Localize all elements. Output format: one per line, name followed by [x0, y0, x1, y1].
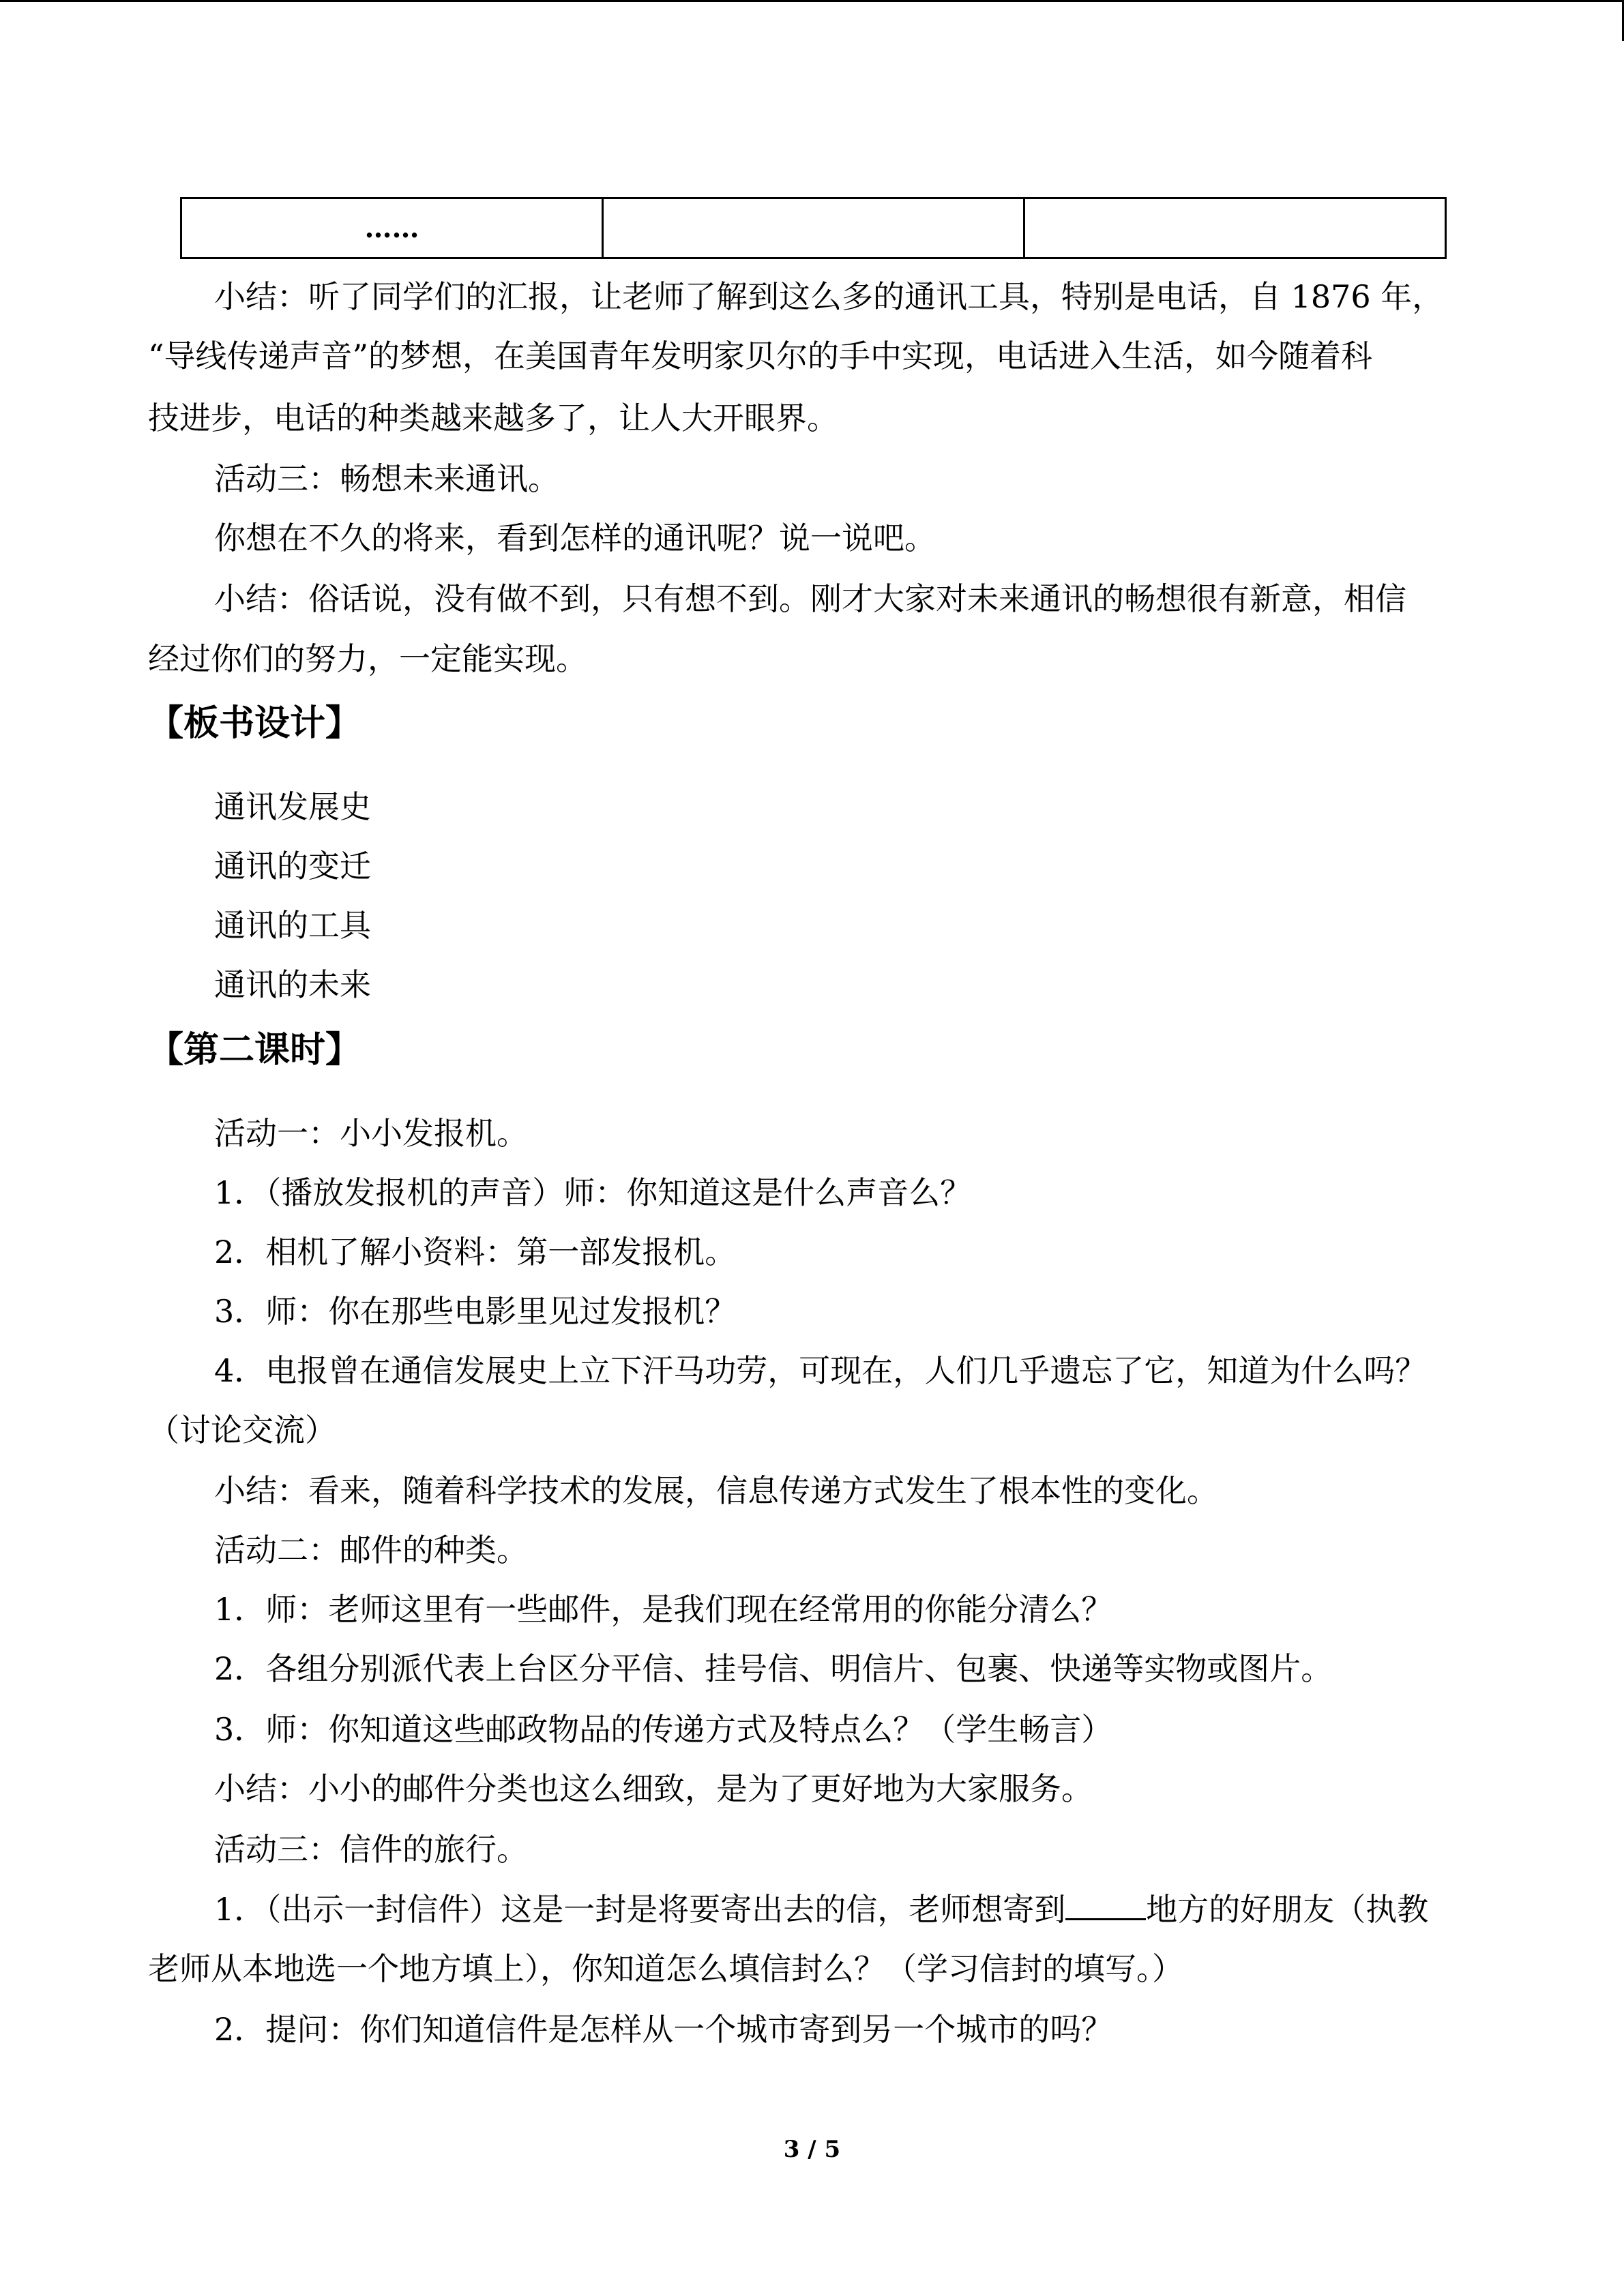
- table-cell-empty: [1024, 198, 1446, 258]
- activity1-title: 活动一：小小发报机。: [214, 1115, 528, 1152]
- activity1-item: 1．（播放发报机的声音）师：你知道这是什么声音么？: [214, 1174, 972, 1211]
- summary1-line1: 小结：听了同学们的汇报，让老师了解到这么多的通讯工具，特别是电话，自 1876 年，: [214, 278, 1444, 315]
- summary1-line3: 技进步，电话的种类越来越多了，让人大开眼界。: [148, 400, 838, 436]
- board-item: 通讯的工具: [214, 907, 371, 944]
- activity3b-item-part1: 1．（出示一封信件）这是一封是将要寄出去的信，老师想寄到: [214, 1891, 1066, 1928]
- board-item: 通讯的变迁: [214, 848, 371, 884]
- continuation-table: [180, 197, 1447, 259]
- activity3b-item-part2: 地方的好朋友（执教: [1146, 1891, 1429, 1928]
- fill-in-blank: [1065, 1891, 1146, 1920]
- activity1-item: 3．师：你在那些电影里见过发报机？: [214, 1293, 737, 1330]
- page-top-border: [0, 0, 1624, 2]
- board-item: 通讯发展史: [214, 788, 371, 825]
- page-number: 3 / 5: [783, 2136, 841, 2163]
- summary1-line2: “导线传递声音”的梦想，在美国青年发明家贝尔的手中实现，电话进入生活，如今随着科: [148, 338, 1373, 374]
- activity3b-item: [214, 1889, 1428, 1930]
- activity2-item: 1．师：老师这里有一些邮件，是我们现在经常用的你能分清么？: [214, 1591, 1113, 1628]
- activity2-summary: 小结：小小的邮件分类也这么细致，是为了更好地为大家服务。: [214, 1770, 1093, 1807]
- activity3-question: 你想在不久的将来，看到怎样的通讯呢？说一说吧。: [214, 520, 936, 556]
- table-cell-empty: [603, 198, 1024, 258]
- activity3-summary-line1: 小结：俗话说，没有做不到，只有想不到。刚才大家对未来通讯的畅想很有新意，相信: [214, 580, 1406, 617]
- second-lesson-heading: 【第二课时】: [148, 1030, 361, 1071]
- activity1-summary: 小结：看来，随着科学技术的发展，信息传递方式发生了根本性的变化。: [214, 1472, 1218, 1509]
- table-cell-ellipsis: ……: [181, 198, 603, 258]
- activity3-title: 活动三：畅想未来通讯。: [214, 460, 559, 497]
- activity3b-item: 2．提问：你们知道信件是怎样从一个城市寄到另一个城市的吗？: [214, 2011, 1113, 2048]
- activity3b-title: 活动三：信件的旅行。: [214, 1831, 528, 1868]
- activity2-item: 2．各组分别派代表上台区分平信、挂号信、明信片、包裹、快递等实物或图片。: [214, 1650, 1333, 1687]
- activity1-item: 2．相机了解小资料：第一部发报机。: [214, 1234, 737, 1270]
- board-item: 通讯的未来: [214, 966, 371, 1003]
- table-row: [181, 198, 1446, 258]
- board-design-heading: 【板书设计】: [148, 703, 361, 744]
- activity1-item: 4．电报曾在通信发展史上立下汗马功劳，可现在，人们几乎遗忘了它，知道为什么吗？: [214, 1352, 1427, 1389]
- activity3b-item-continued: 老师从本地选一个地方填上），你知道怎么填信封么？（学习信封的填写。）: [148, 1950, 1183, 1987]
- activity2-title: 活动二：邮件的种类。: [214, 1532, 528, 1568]
- activity2-item: 3．师：你知道这些邮政物品的传递方式及特点么？（学生畅言）: [214, 1711, 1113, 1748]
- activity1-item-continued: （讨论交流）: [148, 1412, 336, 1448]
- activity3-summary-line2: 经过你们的努力，一定能实现。: [148, 640, 587, 677]
